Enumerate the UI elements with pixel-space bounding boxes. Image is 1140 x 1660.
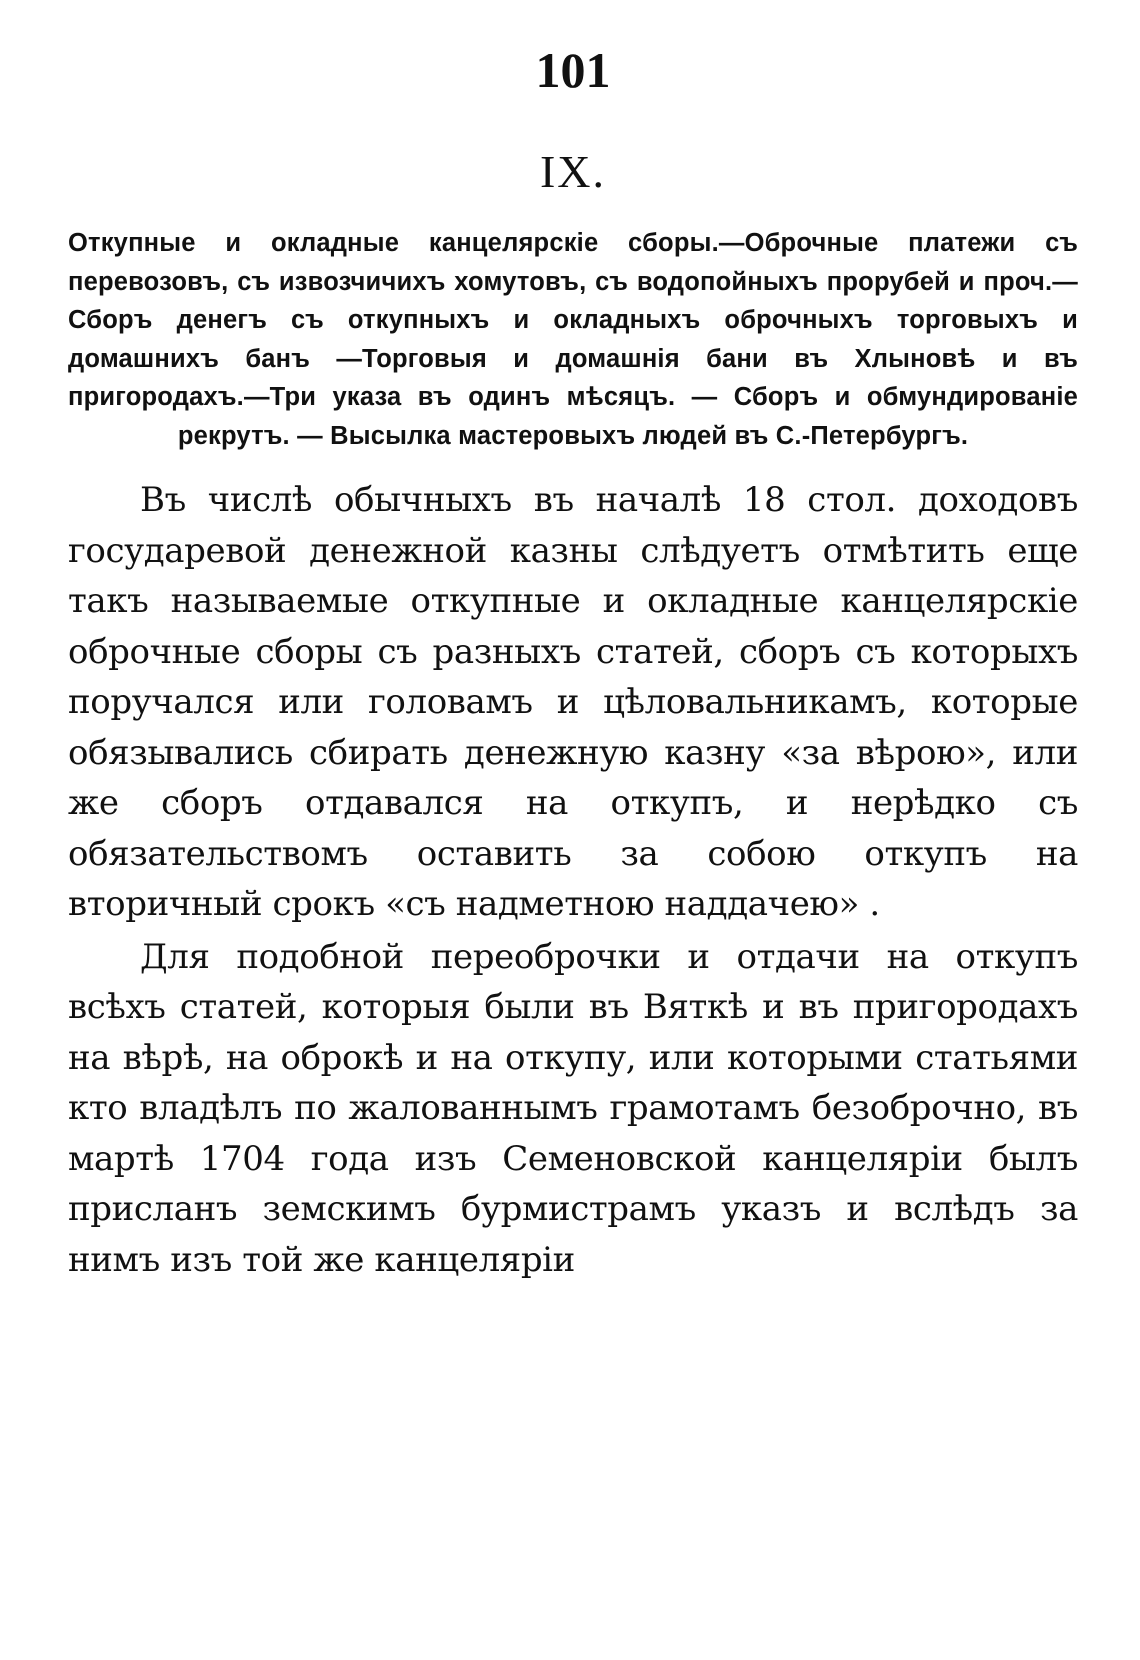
body-paragraph-2: Для подобной переоброчки и отдачи на откупъ всѣхъ статей, которыя были въ Вяткѣ и въ пригородахъ на вѣрѣ, на оброкѣ и на откупу, или которыми статьями кто владѣлъ по жалованнымъ грамотамъ безоброчно, въ мартѣ 1704 года изъ Семеновской канцеляріи былъ присланъ земскимъ бурмистрамъ указъ и вслѣдъ за нимъ изъ той же канцеляріи [68,936,1078,1280]
chapter-heading: IX. [539,146,607,197]
body-paragraph-1: Въ числѣ обычныхъ въ началѣ 18 стол. доходовъ государевой денежной казны слѣдуетъ отмѣтить еще такъ называемые откупные и окладные канцелярскіе оброчные сборы съ разныхъ статей, сборъ съ которыхъ поручался или головамъ и цѣловальникамъ, которые обязывались сбирать денежную казну «за вѣрою», или же сборъ отдавался на откупъ, и нерѣдко съ обязательствомъ оставить за собою откупъ на вторичный срокъ «съ надметною наддачею» . [68,480,1078,924]
chapter-summary: Откупные и окладные канцелярскіе сборы.—Оброчные платежи съ перевозовъ, съ извозчичихъ хомутовъ, съ водопойныхъ прорубей и проч.—Сборъ денегъ съ откупныхъ и окладныхъ оброчныхъ торговыхъ и домашнихъ банъ —Торговыя и домашнія бани въ Хлыновѣ и въ пригородахъ.—Три указа въ одинъ мѣсяцъ. — Сборъ и обмундированіе рекрутъ. — Высылка мастеровыхъ людей въ С.-Петербургъ. [68,229,1078,450]
page-number: 101 [535,42,611,98]
book-page [68,40,1078,1640]
